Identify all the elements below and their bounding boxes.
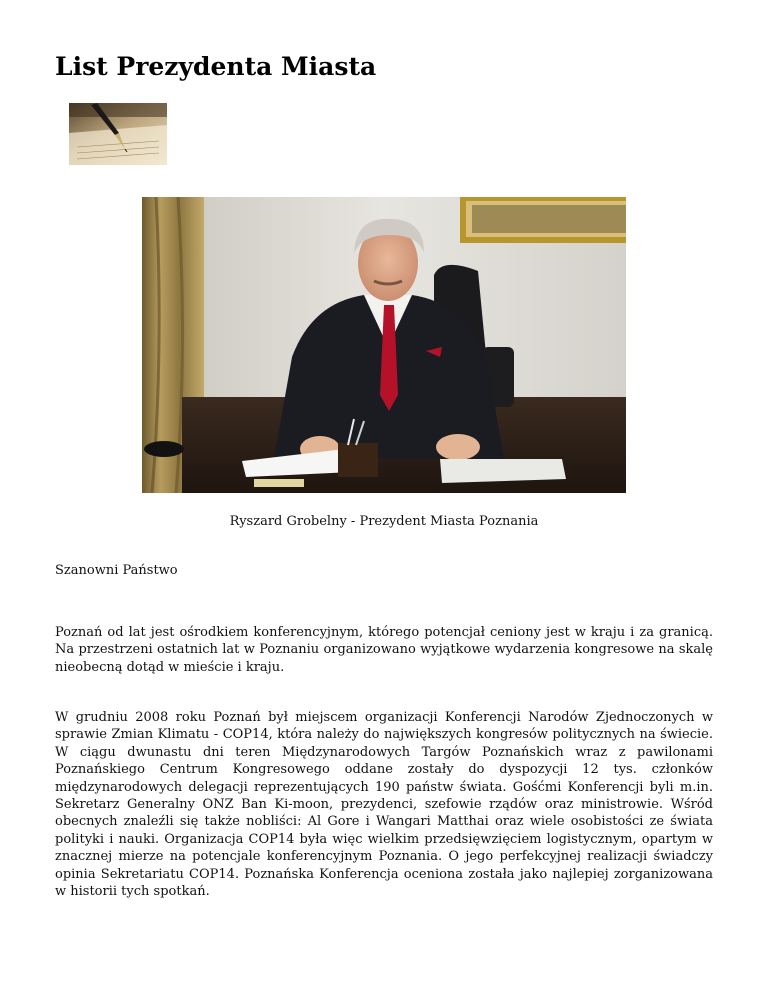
paragraph-intro: Poznań od lat jest ośrodkiem konferencyjnym, którego potencjał ceniony jest w kraju i za granicą. Na przestrzeni ostatnich lat w Poznaniu organizowano wyjątkowe wydarzenia kongresowe na skalę nieobecną dotąd w mieście i kraju. [55,625,713,675]
portrait-photo-icon [142,197,626,493]
fountain-pen-image [69,103,167,165]
greeting: Szanowni Państwo [55,563,178,578]
photo-caption: Ryszard Grobelny - Prezydent Miasta Poznania [229,514,539,529]
paragraph-cop14: W grudniu 2008 roku Poznań był miejscem organizacji Konferencji Narodów Zjednoczonych w sprawie Zmian Klimatu - COP14, która należy do największych kongresów politycznych na świecie. W ciągu dwunastu dni teren Międzynarodowych Targów Poznańskich wraz z pawilonami Poznańskiego Centrum Kongresowego oddane zostały do dyspozycji 12 tys. członków międzynarodowych delegacji reprezentujących 190 państw świata. Gośćmi Konferencji byli m.in. Sekretarz Generalny ONZ Ban Ki-moon, prezydenci, szefowie rządów oraz ministrowie. Wśród obecnych znaleźli się także nobliści: Al Gore i Wangari Matthai oraz wiele osobistości ze świata polityki i nauki. Organizacja COP14 była więc wielkim przedsięwzięciem logistycznym, opartym w znacznej mierze na potencjale konferencyjnym Poznania. O jego perfekcyjnej realizacji świadczy opinia Sekretariatu COP14. Poznańska Konferencja oceniona została jako najlepiej zorganizowana w historii tych spotkań. [55,710,713,900]
mayor-portrait-photo [142,197,626,493]
page-title: List Prezydenta Miasta [55,52,377,81]
fountain-pen-icon [69,103,167,165]
